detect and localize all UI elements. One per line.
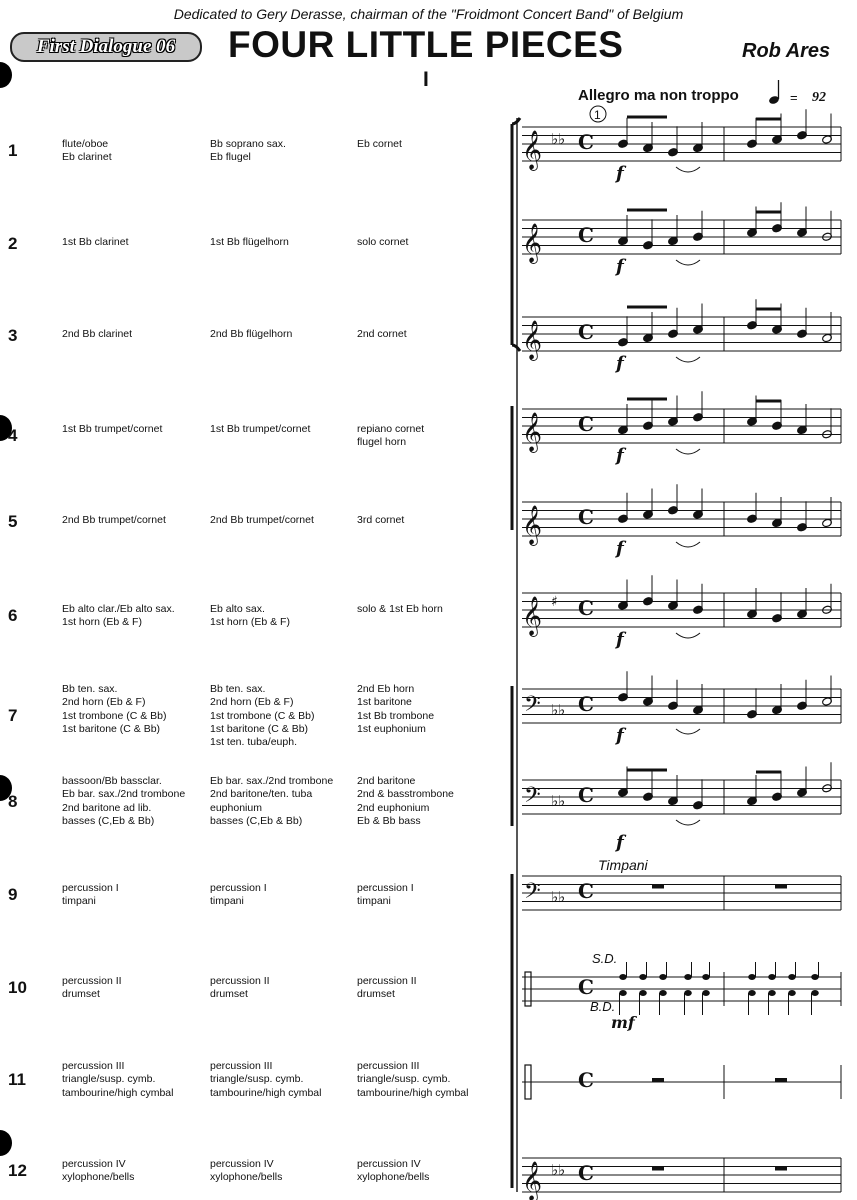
bass-drum-note: [788, 990, 796, 996]
snare-note: [639, 974, 647, 980]
row-number: 2: [8, 234, 18, 253]
tempo-marking: Allegro ma non troppo: [578, 87, 739, 104]
time-signature: C: [578, 320, 594, 344]
flat-key-signature: ♭: [551, 792, 559, 810]
time-signature: C: [578, 692, 594, 716]
snare-note: [748, 974, 756, 980]
row-number: 4: [8, 426, 18, 446]
slur: [676, 729, 700, 734]
snare-drum-label: S.D.: [592, 951, 618, 966]
time-signature: C: [578, 130, 594, 154]
snare-note: [702, 974, 710, 980]
instrument-names: flute/oboe Eb clarinet: [62, 138, 112, 164]
series-badge: First Dialogue 06: [10, 32, 202, 62]
treble-clef-icon: 𝄞: [522, 223, 543, 263]
treble-clef-icon: 𝄞: [522, 130, 543, 170]
instrument-names: 1st Bb trumpet/cornet: [62, 423, 163, 435]
whole-rest: [652, 1078, 664, 1082]
slur: [676, 633, 700, 638]
bass-clef-icon: 𝄢: [524, 879, 541, 909]
instrument-names: percussion I timpani: [210, 882, 267, 908]
bass-drum-note: [619, 990, 627, 996]
instrument-names: 2nd Bb trumpet/cornet: [210, 514, 314, 526]
flat-key-signature: ♭: [558, 792, 566, 810]
instrument-names: percussion III triangle/susp. cymb. tambourine/high cymbal: [357, 1060, 469, 1099]
slur: [676, 542, 700, 547]
tempo-equals: =: [790, 90, 798, 105]
time-signature: C: [578, 223, 594, 247]
instrument-names: 2nd Bb clarinet: [62, 328, 133, 340]
bass-drum-label: B.D.: [590, 999, 616, 1014]
row-number: 6: [8, 606, 18, 626]
instrument-names: percussion III triangle/susp. cymb. tambourine/high cymbal: [62, 1060, 174, 1099]
flat-key-signature: ♭: [551, 701, 559, 719]
dynamic-forte: f: [616, 538, 624, 559]
snare-note: [619, 974, 627, 980]
instrument-names: Eb bar. sax./2nd trombone 2nd baritone/ten. tuba euphonium basses (C,Eb & Bb): [210, 775, 334, 827]
sharp-key-signature: ♯: [551, 594, 558, 610]
treble-clef-icon: 𝄞: [522, 1161, 543, 1200]
time-signature: C: [578, 783, 594, 807]
snare-note: [684, 974, 692, 980]
row-number: 7: [8, 706, 18, 726]
time-signature: C: [578, 596, 594, 620]
slur: [676, 449, 700, 454]
rehearsal-mark-number: 1: [594, 108, 601, 122]
dynamic-forte: f: [616, 256, 624, 277]
instrument-names: percussion III triangle/susp. cymb. tambourine/high cymbal: [210, 1060, 322, 1099]
instrument-names: Bb ten. sax. 2nd horn (Eb & F) 1st trombone (C & Bb) 1st baritone (C & Bb): [62, 683, 167, 735]
instrument-names: percussion II drumset: [210, 975, 270, 1001]
timpani-label: Timpani: [598, 857, 648, 873]
row-number: 11: [8, 1069, 26, 1089]
instrument-names: 2nd Bb trumpet/cornet: [62, 514, 166, 526]
slur: [676, 820, 700, 825]
treble-clef-icon: 𝄞: [522, 505, 543, 545]
dynamic-forte: f: [616, 445, 624, 466]
flat-key-signature: ♭: [551, 1161, 559, 1179]
flat-key-signature: ♭: [558, 1161, 566, 1179]
dynamic-forte: f: [616, 832, 624, 853]
flat-key-signature: ♭: [551, 130, 559, 148]
treble-clef-icon: 𝄞: [522, 320, 543, 360]
instrument-names: percussion I timpani: [62, 882, 119, 908]
dynamic-forte: f: [616, 353, 624, 374]
instrument-names: percussion II drumset: [357, 975, 417, 1001]
treble-clef-icon: 𝄞: [522, 596, 543, 636]
instrument-names: 1st Bb trumpet/cornet: [210, 423, 311, 435]
movement-number: I: [423, 68, 429, 91]
piece-title: FOUR LITTLE PIECES: [228, 24, 624, 65]
bass-drum-note: [684, 990, 692, 996]
row-number: 10: [8, 978, 27, 998]
time-signature: C: [578, 1068, 594, 1092]
dynamic-forte: f: [616, 725, 624, 746]
whole-rest: [775, 1167, 787, 1171]
snare-note: [659, 974, 667, 980]
group-bracket: [512, 118, 520, 351]
whole-rest: [775, 885, 787, 889]
instrument-names: 1st Bb clarinet: [62, 236, 129, 248]
slur: [676, 357, 700, 362]
snare-note: [768, 974, 776, 980]
row-number: 8: [8, 791, 18, 811]
row-number: 3: [8, 326, 18, 345]
composer: Rob Ares: [742, 40, 831, 62]
instrument-names: percussion IV xylophone/bells: [62, 1158, 135, 1184]
time-signature: C: [578, 505, 594, 529]
whole-rest: [652, 885, 664, 889]
flat-key-signature: ♭: [558, 701, 566, 719]
time-signature: C: [578, 1161, 594, 1185]
instrument-names: 3rd cornet: [357, 514, 405, 526]
bass-clef-icon: 𝄢: [524, 783, 541, 813]
instrument-names: Eb alto clar./Eb alto sax. 1st horn (Eb & F): [62, 603, 175, 629]
treble-clef-icon: 𝄞: [522, 412, 543, 452]
flat-key-signature: ♭: [551, 888, 559, 906]
instrument-names: percussion IV xylophone/bells: [357, 1158, 430, 1184]
instrument-names: 2nd baritone 2nd & basstrombone 2nd euphonium Eb & Bb bass: [357, 775, 454, 827]
instrument-names: Bb soprano sax. Eb flugel: [210, 138, 286, 164]
instrument-names: solo cornet: [357, 236, 409, 248]
instrument-names: Eb cornet: [357, 138, 402, 150]
time-signature: C: [578, 412, 594, 436]
time-signature: C: [578, 975, 594, 999]
dynamic-forte: f: [616, 629, 624, 650]
dynamic-forte: f: [616, 163, 624, 184]
row-number: 12: [8, 1161, 27, 1181]
instrument-names: 2nd Eb horn 1st baritone 1st Bb trombone 1st euphonium: [357, 683, 435, 735]
dynamic-mezzo-forte: mf: [611, 1013, 635, 1032]
bass-drum-note: [768, 990, 776, 996]
row-number: 5: [8, 512, 18, 531]
instrument-names: repiano cornet flugel horn: [357, 423, 425, 449]
snare-note: [811, 974, 819, 980]
bass-drum-note: [639, 990, 647, 996]
instrument-names: solo & 1st Eb horn: [357, 603, 443, 615]
time-signature: C: [578, 879, 594, 903]
bass-drum-note: [659, 990, 667, 996]
flat-key-signature: ♭: [558, 888, 566, 906]
instrument-names: percussion IV xylophone/bells: [210, 1158, 283, 1184]
slur: [676, 260, 700, 265]
row-number: 1: [8, 141, 18, 161]
tempo-value: 92: [812, 90, 826, 105]
instrument-names: percussion I timpani: [357, 882, 414, 908]
instrument-names: 1st Bb flügelhorn: [210, 236, 289, 248]
bass-drum-note: [748, 990, 756, 996]
dedication: Dedicated to Gery Derasse, chairman of the "Froidmont Concert Band" of Belgium: [173, 6, 684, 22]
instrument-names: bassoon/Bb bassclar. Eb bar. sax./2nd trombone 2nd baritone ad lib. basses (C,Eb & Bb): [62, 775, 186, 827]
whole-rest: [775, 1078, 787, 1082]
instrument-names: Eb alto sax. 1st horn (Eb & F): [210, 603, 290, 629]
bass-clef-icon: 𝄢: [524, 692, 541, 722]
whole-rest: [652, 1167, 664, 1171]
flat-key-signature: ♭: [558, 130, 566, 148]
row-number: 9: [8, 885, 18, 905]
bass-drum-note: [811, 990, 819, 996]
bass-drum-note: [702, 990, 710, 996]
slur: [676, 167, 700, 172]
instrument-names: Bb ten. sax. 2nd horn (Eb & F) 1st trombone (C & Bb) 1st baritone (C & Bb) 1st ten. tuba/euph.: [210, 683, 315, 749]
instrument-names: 2nd cornet: [357, 328, 407, 340]
instrument-names: percussion II drumset: [62, 975, 122, 1001]
instrument-names: 2nd Bb flügelhorn: [210, 328, 293, 340]
snare-note: [788, 974, 796, 980]
